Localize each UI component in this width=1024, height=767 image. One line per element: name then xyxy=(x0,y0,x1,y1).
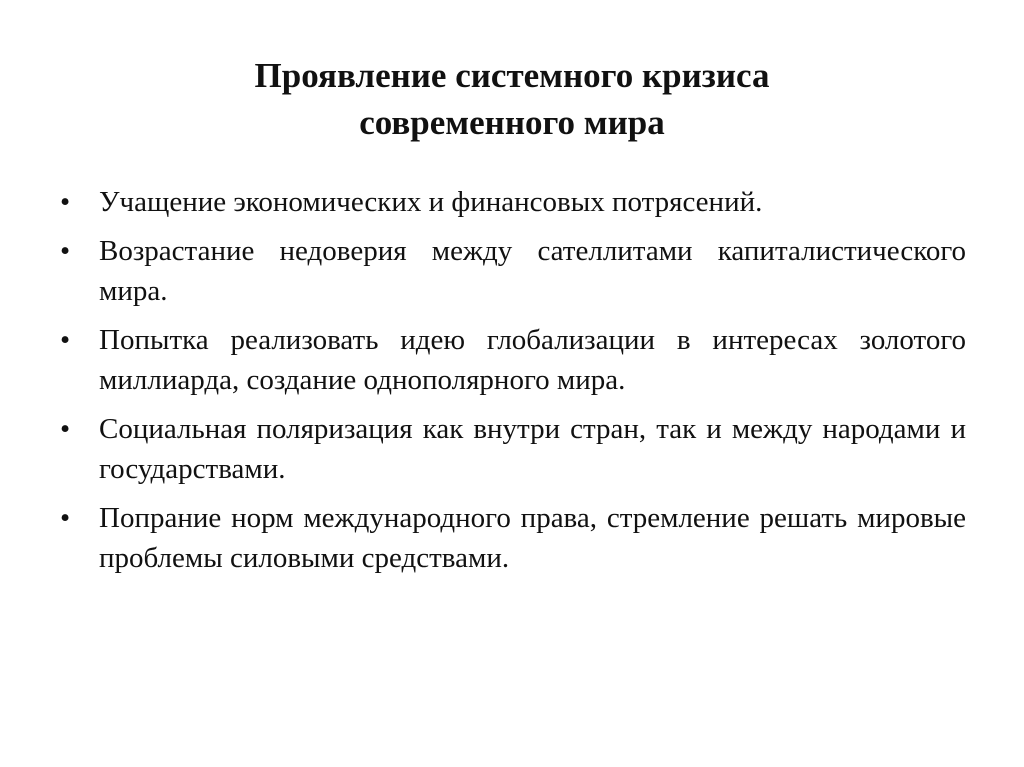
bullet-item xyxy=(60,409,966,489)
bullet-item xyxy=(60,498,966,578)
bullet-text: Возрастание недоверия между сателлитами капиталистического мира. xyxy=(99,235,966,307)
slide-title-line-2: современного мира xyxy=(359,103,665,142)
bullet-item xyxy=(60,231,966,311)
bullet-text: Социальная поляризация как внутри стран, так и между народами и государствами. xyxy=(99,413,966,485)
bullet-dot-icon: • xyxy=(60,235,71,267)
bullet-text: Учащение экономических и финансовых потрясений. xyxy=(99,186,763,218)
bullet-text: Попрание норм международного права, стремление решать мировые проблемы силовыми средствами. xyxy=(99,502,966,574)
bullet-dot-icon: • xyxy=(60,502,71,534)
bullet-dot-icon: • xyxy=(60,413,71,445)
bullet-list xyxy=(60,182,966,587)
slide-title xyxy=(0,52,1024,146)
bullet-dot-icon: • xyxy=(60,324,71,356)
bullet-text: Попытка реализовать идею глобализации в интересах золотого миллиарда, создание однополярного мира. xyxy=(99,324,966,396)
bullet-item xyxy=(60,320,966,400)
slide-title-line-1: Проявление системного кризиса xyxy=(254,56,770,95)
bullet-item xyxy=(60,182,966,222)
bullet-dot-icon: • xyxy=(60,186,71,218)
